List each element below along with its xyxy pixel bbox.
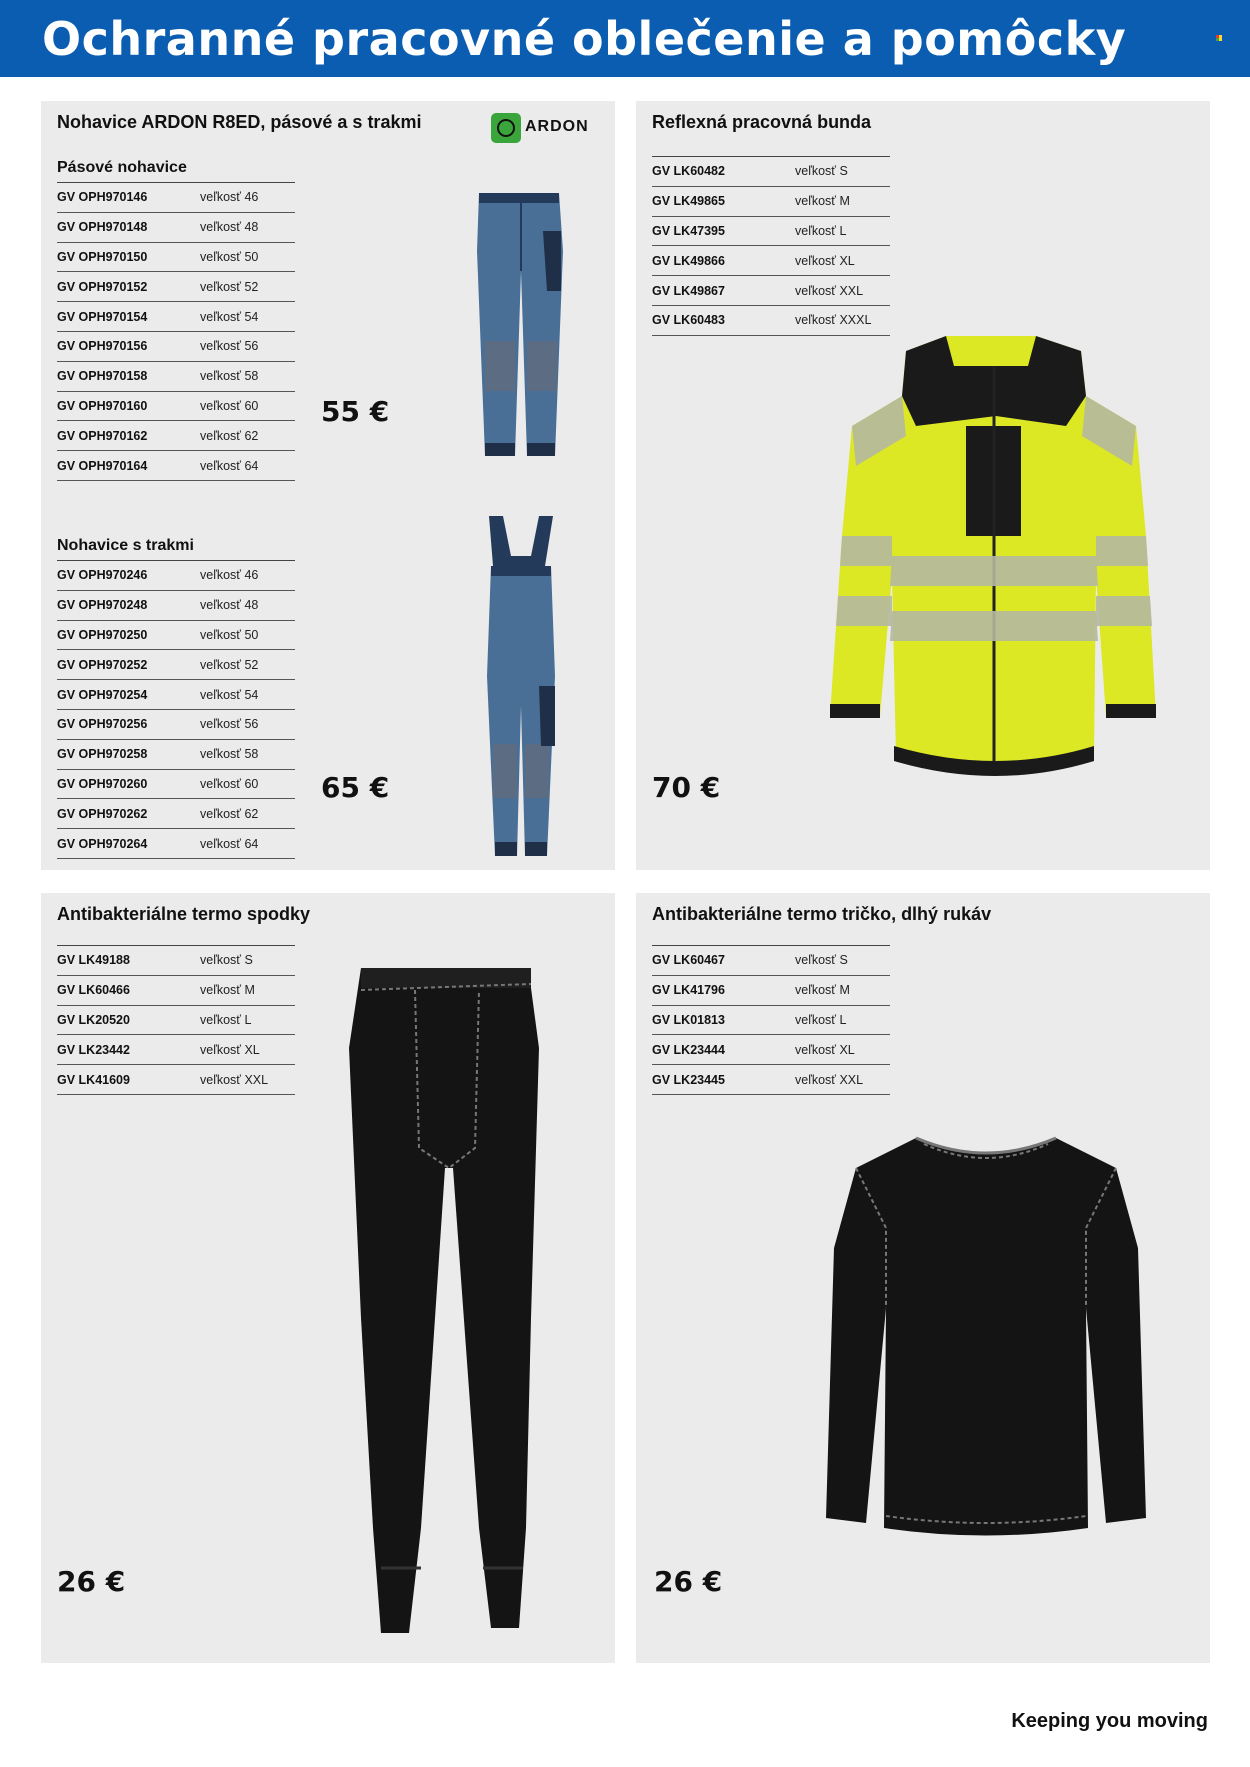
product-code: GV OPH970246 xyxy=(57,568,148,583)
product-code: GV OPH970260 xyxy=(57,776,148,791)
product-code: GV OPH970158 xyxy=(57,369,148,384)
product-code: GV OPH970262 xyxy=(57,806,148,821)
size-label: veľkosť XL xyxy=(795,253,855,268)
product-code: GV OPH970264 xyxy=(57,836,148,851)
size-label: veľkosť 46 xyxy=(200,568,259,583)
size-label: veľkosť L xyxy=(795,1012,847,1027)
table-row xyxy=(57,561,295,591)
size-label: veľkosť M xyxy=(795,983,850,998)
table-row xyxy=(652,1035,890,1065)
size-label: veľkosť XL xyxy=(200,1042,260,1057)
product-code: GV LK41796 xyxy=(652,983,725,998)
product-code: GV OPH970160 xyxy=(57,398,148,413)
size-table-thermo-shirt xyxy=(652,946,890,1095)
product-code: GV LK23442 xyxy=(57,1042,130,1057)
product-card-ardon-trousers xyxy=(41,101,615,870)
size-label: veľkosť 58 xyxy=(200,369,259,384)
table-row xyxy=(652,276,890,306)
table-row xyxy=(57,1035,295,1065)
product-title: Reflexná pracovná bunda xyxy=(652,112,872,132)
product-code: GV LK20520 xyxy=(57,1012,130,1027)
product-code: GV LK23445 xyxy=(652,1072,725,1087)
product-code: GV LK23444 xyxy=(652,1042,725,1057)
table-row xyxy=(57,976,295,1006)
table-row xyxy=(57,650,295,680)
table-row xyxy=(57,392,295,422)
size-label: veľkosť 60 xyxy=(200,776,259,791)
size-label: veľkosť S xyxy=(795,164,848,179)
price: 26 € xyxy=(57,1565,126,1598)
table-row xyxy=(57,332,295,362)
size-label: veľkosť 48 xyxy=(200,598,259,613)
size-label: veľkosť XXL xyxy=(795,283,864,298)
size-label: veľkosť 62 xyxy=(200,806,259,821)
product-code: GV OPH970148 xyxy=(57,220,148,235)
table-row xyxy=(652,157,890,187)
size-label: veľkosť 60 xyxy=(200,398,259,413)
size-label: veľkosť XXXL xyxy=(795,313,872,328)
size-label: veľkosť S xyxy=(200,953,253,968)
product-code: GV OPH970248 xyxy=(57,598,148,613)
product-title: Nohavice ARDON R8ED, pásové a s trakmi xyxy=(57,112,422,132)
product-card-hivis-jacket xyxy=(636,101,1210,870)
size-label: veľkosť 62 xyxy=(200,428,259,443)
table-row xyxy=(652,1006,890,1036)
size-label: veľkosť 50 xyxy=(200,627,259,642)
table-row xyxy=(652,246,890,276)
table-row xyxy=(57,1065,295,1095)
table-row xyxy=(652,187,890,217)
size-label: veľkosť XXL xyxy=(200,1072,269,1087)
product-code: GV OPH970152 xyxy=(57,279,148,294)
size-label: veľkosť M xyxy=(200,983,255,998)
size-table-bib-trousers xyxy=(57,561,295,859)
product-code: GV OPH970254 xyxy=(57,687,148,702)
hivis-jacket-image xyxy=(796,336,1192,796)
price: 26 € xyxy=(654,1565,723,1598)
size-label: veľkosť 54 xyxy=(200,687,259,702)
size-table-jacket xyxy=(652,157,890,336)
table-row xyxy=(57,302,295,332)
table-row xyxy=(652,306,890,336)
table-row xyxy=(57,183,295,213)
table-row xyxy=(57,710,295,740)
table-row xyxy=(57,621,295,651)
table-row xyxy=(57,362,295,392)
price: 70 € xyxy=(652,771,721,804)
size-label: veľkosť 64 xyxy=(200,458,259,473)
product-code: GV OPH970256 xyxy=(57,717,148,732)
table-row xyxy=(57,680,295,710)
table-row xyxy=(57,799,295,829)
size-label: veľkosť 52 xyxy=(200,279,259,294)
product-code: GV LK49865 xyxy=(652,194,725,209)
table-row xyxy=(652,946,890,976)
header-color-dots xyxy=(1216,35,1224,41)
product-code: GV LK41609 xyxy=(57,1072,130,1087)
product-title: Antibakteriálne termo spodky xyxy=(57,904,311,924)
table-row xyxy=(57,740,295,770)
size-table-thermo-pants xyxy=(57,946,295,1095)
size-label: veľkosť L xyxy=(795,223,847,238)
size-label: veľkosť XL xyxy=(795,1042,855,1057)
size-label: veľkosť 54 xyxy=(200,309,259,324)
product-code: GV LK60467 xyxy=(652,953,725,968)
table-row xyxy=(652,217,890,247)
product-code: GV LK60483 xyxy=(652,313,725,328)
price: 65 € xyxy=(321,771,390,804)
footer-slogan: Keeping you moving xyxy=(1011,1710,1208,1732)
size-label: veľkosť M xyxy=(795,194,850,209)
product-code: GV OPH970162 xyxy=(57,428,148,443)
product-card-thermo-shirt xyxy=(636,893,1210,1663)
product-code: GV LK47395 xyxy=(652,223,725,238)
size-label: veľkosť 56 xyxy=(200,339,259,354)
waist-trousers-image xyxy=(471,191,571,461)
table-row xyxy=(652,1065,890,1095)
table-row xyxy=(652,976,890,1006)
table-row xyxy=(57,770,295,800)
product-code: GV OPH970150 xyxy=(57,249,148,264)
size-label: veľkosť 52 xyxy=(200,657,259,672)
size-label: veľkosť 46 xyxy=(200,190,259,205)
group-heading-bib-trousers: Nohavice s trakmi xyxy=(57,537,194,554)
table-row xyxy=(57,213,295,243)
thermo-pants-image xyxy=(341,968,551,1638)
product-code: GV LK49867 xyxy=(652,283,725,298)
product-code: GV LK01813 xyxy=(652,1012,725,1027)
table-row xyxy=(57,272,295,302)
ardon-logo xyxy=(491,113,601,143)
group-heading-waist-trousers: Pásové nohavice xyxy=(57,159,187,176)
size-label: veľkosť 58 xyxy=(200,747,259,762)
product-code: GV OPH970164 xyxy=(57,458,148,473)
product-code: GV OPH970250 xyxy=(57,627,148,642)
price: 55 € xyxy=(321,395,390,428)
size-table-waist-trousers xyxy=(57,183,295,481)
product-code: GV LK60466 xyxy=(57,983,130,998)
product-code: GV LK60482 xyxy=(652,164,725,179)
product-code: GV OPH970154 xyxy=(57,309,148,324)
table-row xyxy=(57,946,295,976)
size-label: veľkosť 50 xyxy=(200,249,259,264)
size-label: veľkosť 48 xyxy=(200,220,259,235)
product-card-thermo-pants xyxy=(41,893,615,1663)
product-code: GV LK49188 xyxy=(57,953,130,968)
size-label: veľkosť 64 xyxy=(200,836,259,851)
size-label: veľkosť L xyxy=(200,1012,252,1027)
thermo-shirt-image xyxy=(806,1128,1166,1553)
size-label: veľkosť 56 xyxy=(200,717,259,732)
ardon-logo-text: ARDON xyxy=(525,118,589,135)
product-code: GV OPH970252 xyxy=(57,657,148,672)
table-row xyxy=(57,243,295,273)
product-title: Antibakteriálne termo tričko, dlhý rukáv xyxy=(652,904,992,924)
table-row xyxy=(57,451,295,481)
table-row xyxy=(57,1006,295,1036)
ardon-logo-icon xyxy=(491,113,521,143)
size-label: veľkosť XXL xyxy=(795,1072,864,1087)
table-row xyxy=(57,421,295,451)
bib-trousers-image xyxy=(471,516,571,861)
table-row xyxy=(57,829,295,859)
product-code: GV LK49866 xyxy=(652,253,725,268)
product-code: GV OPH970146 xyxy=(57,190,148,205)
table-row xyxy=(57,591,295,621)
page-header xyxy=(0,0,1250,77)
size-label: veľkosť S xyxy=(795,953,848,968)
product-code: GV OPH970156 xyxy=(57,339,148,354)
page-title: Ochranné pracovné oblečenie a pomôcky xyxy=(42,12,1127,66)
product-code: GV OPH970258 xyxy=(57,747,148,762)
